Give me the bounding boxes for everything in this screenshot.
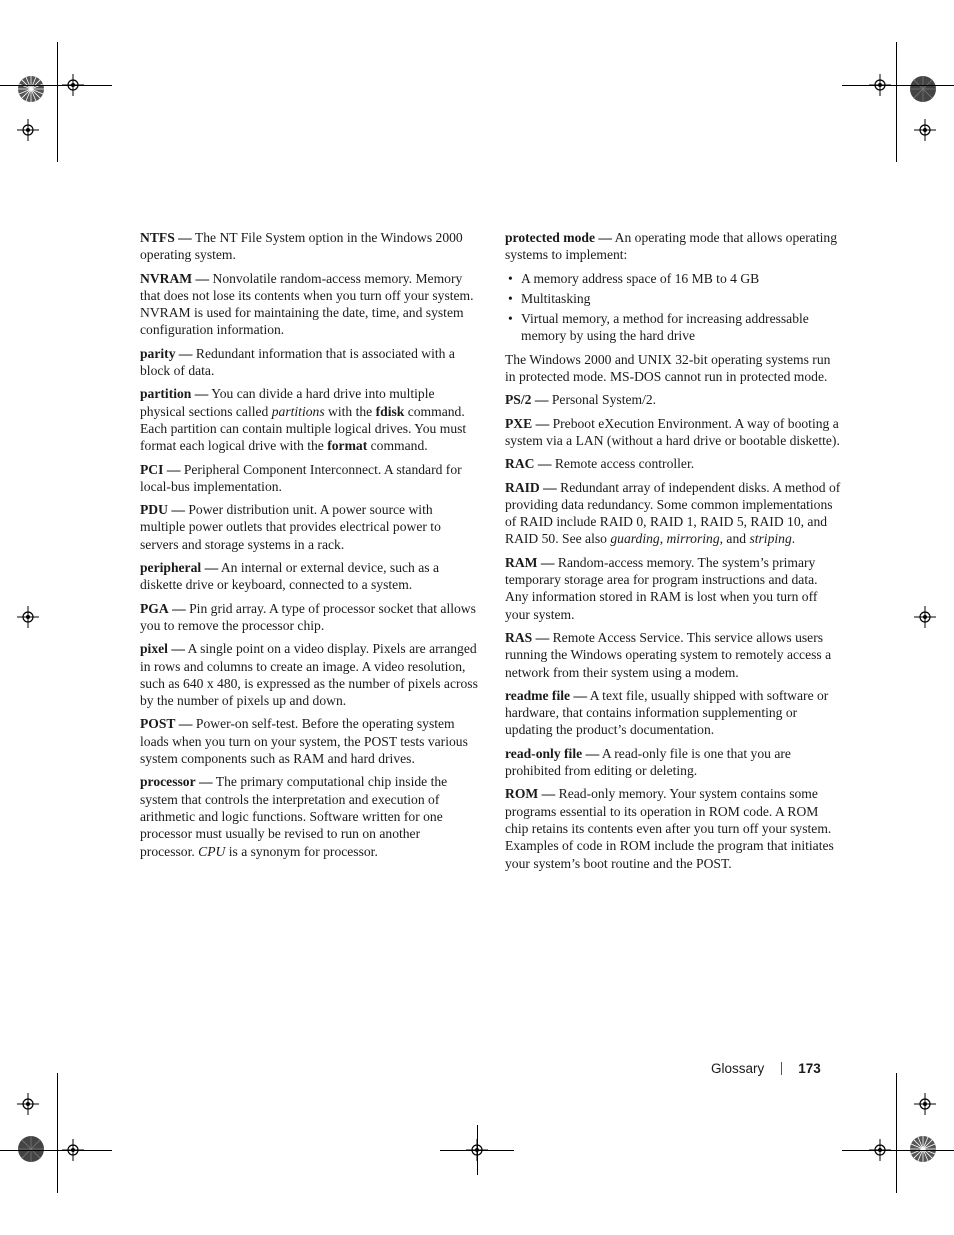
crop-line: [57, 42, 58, 162]
crop-line: [477, 1125, 478, 1175]
crop-line: [842, 1150, 954, 1151]
glossary-entry: [505, 745, 843, 780]
definition-text: is a synonym for processor.: [225, 843, 378, 859]
glossary-entry: [140, 640, 478, 709]
em-dash: —: [195, 270, 210, 286]
glossary-term: POST: [140, 716, 176, 732]
glossary-term: RAM: [505, 554, 538, 570]
glossary-term: read-only file: [505, 745, 583, 761]
crop-line: [896, 42, 897, 162]
em-dash: —: [178, 345, 193, 361]
em-dash: —: [598, 230, 612, 245]
crosshair-target-icon: [17, 606, 39, 628]
glossary-term: PDU: [140, 502, 168, 518]
definition-text: Personal System/2.: [551, 392, 657, 408]
glossary-entry: [140, 715, 478, 767]
crop-line: [842, 85, 954, 86]
glossary-entry: [140, 501, 478, 553]
glossary-term: readme file: [505, 687, 571, 703]
glossary-term: PXE: [505, 415, 533, 431]
definition-text: An operating mode that allows operating systems to implement:: [505, 230, 837, 263]
crop-line: [896, 1073, 897, 1193]
glossary-entry: [140, 461, 478, 496]
section-name: Glossary: [711, 1061, 765, 1076]
footer-separator: [781, 1062, 782, 1075]
glossary-entry: [140, 773, 478, 859]
glossary-term: PGA: [140, 600, 169, 616]
definition-text: Peripheral Component Interconnect. A standard for local-bus implementation.: [140, 461, 462, 494]
definition-text: Random-access memory. The system’s primary temporary storage area for program instructions and data. Any information stored in RAM is lost when you turn off your system.: [505, 554, 818, 622]
crop-line: [0, 1150, 112, 1151]
glossary-term: partition: [140, 386, 192, 402]
glossary-column-right: [505, 229, 843, 878]
bullet-text: A memory address space of 16 MB to 4 GB: [521, 270, 760, 286]
definition-text: Redundant array of independent disks. A method of providing data redundancy. Some common implementations of RAID include RAID 0, RAID 1, RAID 5, RAID 10, and RAID 50. See also: [505, 479, 841, 547]
registration-starburst-icon: [909, 1135, 937, 1163]
emphasis-text: partitions: [271, 403, 325, 419]
definition-text: A single point on a video display. Pixels are arranged in rows and columns to create an image. A video resolution, such as 640 x 480, is expressed as the number of pixels across by the number of pixels up and down.: [140, 641, 478, 709]
glossary-term: PCI: [140, 461, 164, 477]
definition-text: An internal or external device, such as a diskette drive or keyboard, connected to a system.: [140, 560, 439, 593]
bullet-icon: •: [508, 290, 513, 306]
definition-text: Remote access controller.: [554, 456, 695, 472]
definition-text: Power distribution unit. A power source with multiple power outlets that provides electrical power to servers and storage systems in a rack.: [140, 502, 441, 552]
emphasis-text: mirroring: [666, 531, 720, 547]
definition-text: command.: [367, 438, 428, 454]
crosshair-target-icon: [914, 119, 936, 141]
em-dash: —: [178, 716, 193, 732]
definition-text: Remote Access Service. This service allows users running the Windows operating system to remotely access a network from their system using a modem.: [505, 629, 832, 680]
glossary-term: RAS: [505, 629, 533, 645]
bullet-icon: •: [508, 270, 513, 286]
definition-text: A read-only file is one that you are prohibited from editing or deleting.: [505, 745, 791, 779]
glossary-entry: [505, 455, 843, 472]
glossary-column-left: [140, 229, 478, 866]
bullet-icon: •: [508, 311, 513, 327]
glossary-entry: [140, 345, 478, 380]
definition-text: Redundant information that is associated with a block of data.: [140, 345, 455, 379]
em-dash: —: [540, 554, 555, 570]
glossary-entry: [505, 629, 843, 681]
glossary-entry: [140, 600, 478, 635]
em-dash: —: [171, 641, 185, 657]
definition-text: You can divide a hard drive into multiple physical sections called: [140, 386, 435, 419]
crosshair-target-icon: [17, 119, 39, 141]
em-dash: —: [535, 629, 550, 645]
emphasis-text: CPU: [198, 843, 226, 859]
bullet-item: [505, 310, 843, 345]
page-footer: [711, 1061, 821, 1076]
glossary-term: NVRAM: [140, 270, 193, 286]
glossary-term: peripheral: [140, 560, 202, 576]
glossary-entry: [505, 785, 843, 871]
glossary-entry: [505, 687, 843, 739]
bullet-text: Multitasking: [521, 290, 591, 306]
em-dash: —: [543, 479, 557, 495]
crosshair-target-icon: [17, 1093, 39, 1115]
definition-text: , and: [719, 531, 750, 547]
definition-text: A text file, usually shipped with software or hardware, that contains information supplementing or updating the product’s documentation.: [505, 687, 829, 738]
bullet-item: [505, 290, 843, 307]
glossary-entry: [505, 554, 843, 623]
crop-line: [57, 1073, 58, 1193]
definition-text: command. Each partition can contain multiple logical drives. You must format each logical drive with the: [140, 403, 467, 454]
glossary-entry: [140, 559, 478, 594]
definition-text: The primary computational chip inside the system that controls the interpretation and execution of arithmetic and logic functions. Software written for one processor must usually be revised to run on another processor.: [140, 774, 448, 859]
em-dash: —: [534, 392, 549, 408]
glossary-term: ROM: [505, 786, 539, 802]
em-dash: —: [585, 745, 600, 761]
glossary-paragraph: The Windows 2000 and UNIX 32-bit operating systems run in protected mode. MS-DOS cannot run in protected mode.: [505, 351, 831, 385]
command-name: fdisk: [375, 403, 405, 419]
definition-text: ,: [659, 531, 667, 547]
glossary-entry: [505, 391, 843, 408]
em-dash: —: [541, 786, 556, 802]
emphasis-text: guarding: [610, 531, 660, 547]
glossary-term: PS/2: [505, 392, 532, 408]
glossary-term: processor: [140, 774, 196, 790]
em-dash: —: [535, 415, 550, 431]
bullet-item: [505, 270, 843, 287]
definition-text: with the: [324, 403, 376, 419]
definition-text: Power-on self-test. Before the operating system loads when you turn on your system, the POST tests various system components such as RAM and hard drives.: [140, 716, 468, 767]
glossary-term: parity: [140, 345, 176, 361]
registration-starburst-icon: [17, 75, 45, 103]
definition-text: The NT File System option in the Windows 2000 operating system.: [140, 230, 463, 263]
definition-text: Nonvolatile random-access memory. Memory that does not lose its contents when you turn off your system. NVRAM is used for maintaining the date, time, and system configuration information.: [140, 270, 474, 338]
crop-line: [0, 85, 112, 86]
glossary-entry: [505, 479, 843, 548]
emphasis-text: striping: [749, 531, 792, 547]
registration-starburst-icon: [17, 1135, 45, 1163]
em-dash: —: [194, 386, 209, 402]
em-dash: —: [199, 774, 213, 790]
definition-text: .: [791, 531, 796, 547]
glossary-term: RAID: [505, 479, 540, 495]
glossary-entry: [140, 385, 478, 454]
command-name: format: [327, 438, 368, 454]
page-number: 173: [798, 1061, 821, 1076]
crosshair-target-icon: [914, 606, 936, 628]
definition-text: Read-only memory. Your system contains some programs essential to its operation in ROM code. A ROM chip retains its contents even after you turn off your system. Examples of code in ROM include the program that initiates your system’s boot routine and the POST.: [505, 786, 834, 871]
bullet-text: Virtual memory, a method for increasing addressable memory by using the hard drive: [521, 311, 809, 344]
glossary-term: protected mode: [505, 230, 595, 245]
em-dash: —: [537, 456, 552, 472]
em-dash: —: [573, 687, 588, 703]
glossary-term: RAC: [505, 456, 535, 472]
definition-text: Pin grid array. A type of processor socket that allows you to remove the processor chip.: [140, 600, 476, 633]
registration-starburst-icon: [909, 75, 937, 103]
em-dash: —: [172, 600, 186, 616]
glossary-term: NTFS: [140, 230, 175, 245]
glossary-entry: [505, 415, 843, 450]
em-dash: —: [166, 461, 181, 477]
glossary-term: pixel: [140, 641, 168, 657]
crosshair-target-icon: [914, 1093, 936, 1115]
bullet-list: [505, 270, 843, 345]
em-dash: —: [178, 230, 192, 245]
glossary-entry: [505, 229, 843, 264]
em-dash: —: [204, 560, 219, 576]
em-dash: —: [171, 502, 185, 518]
glossary-entry: [140, 229, 478, 264]
glossary-entry: [140, 270, 478, 339]
definition-text: Preboot eXecution Environment. A way of booting a system via a LAN (without a hard drive or bootable diskette).: [505, 415, 840, 448]
